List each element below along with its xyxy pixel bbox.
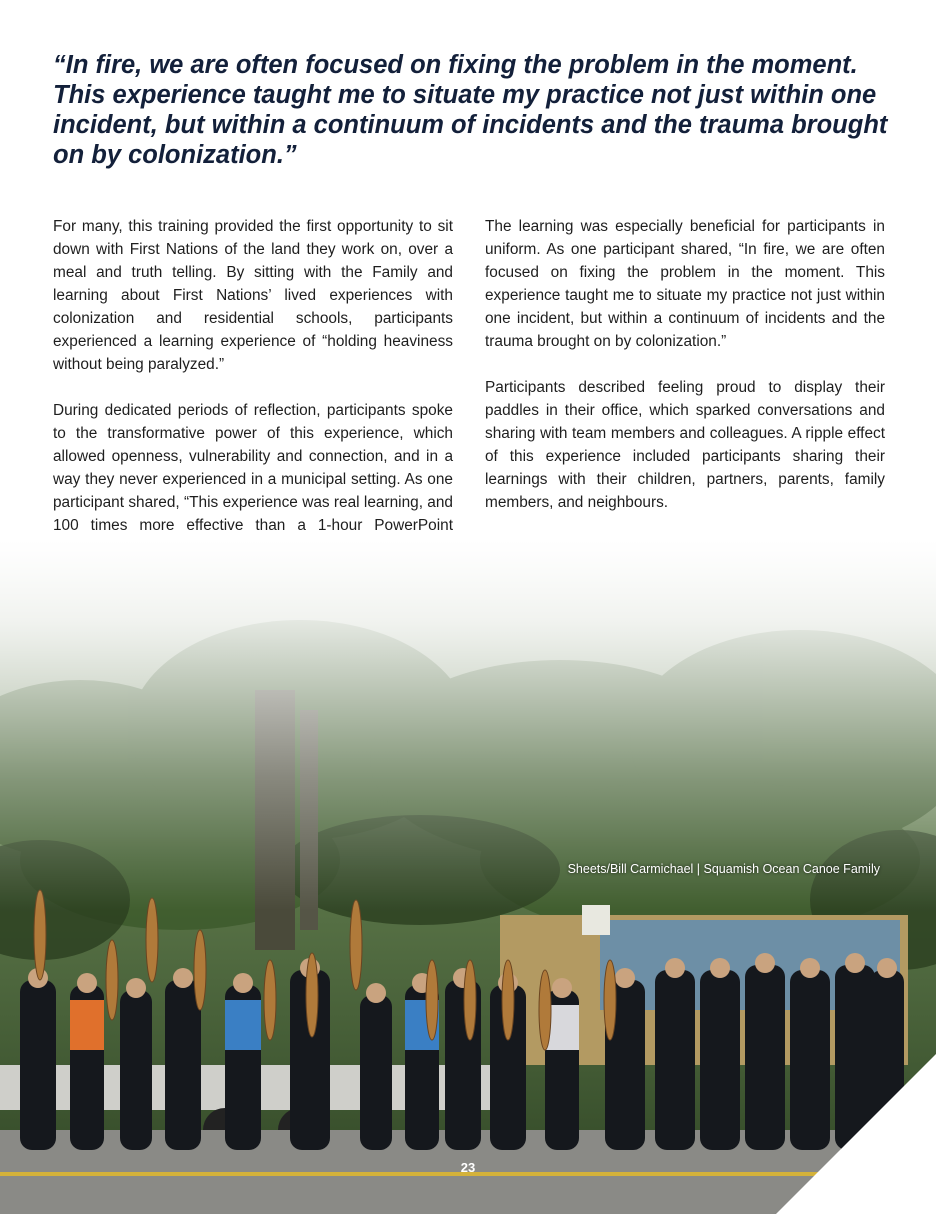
paragraph-reflection: During dedicated periods of reflection, participants spoke to the transformative power of this experience, which allowed openness, vulnerability and connection, and in a way they never experienced in a municipal setting. As one participant shared, “This experience was real learning, and 100 times more effective than a 1-hour PowerPoint [53, 402, 453, 534]
photo-credit: Sheets/Bill Carmichael | Squamish Ocean Canoe Family [567, 862, 880, 876]
corner-triangle [776, 1054, 936, 1214]
paragraph-first-opportunity: For many, this training provided the first opportunity to sit down with First Nations of the land they work on, over a meal and truth telling. By sitting with the Family and learning about First Nations’ lived experiences with colonization and residential schools, participants experienced a learning experience of “holding heaviness without being paralyzed.” [53, 218, 453, 373]
page-number: 23 [460, 1160, 476, 1175]
pull-quote: “In fire, we are often focused on fixing the problem in the moment. This experience taught me to situate my practice not just within one incident, but within a continuum of incidents and the trauma brought on by colonization.” [53, 51, 888, 169]
left-column [53, 215, 453, 583]
paragraph-paddles: Participants described feeling proud to display their paddles in their office, which sparked conversations and sharing with team members and colleagues. A ripple effect of this experience included participants sharing their learnings with their children, partners, parents, family members, and neighbours. [485, 379, 885, 511]
paragraph-uniform: The learning was especially beneficial for participants in uniform. As one participant shared, “In fire, we are often focused on fixing the problem in the moment. This experience taught me to situate my practice not just within one incident, but within a continuum of incidents and the trauma brought on by colonization.” [485, 218, 885, 350]
right-column [485, 215, 885, 537]
